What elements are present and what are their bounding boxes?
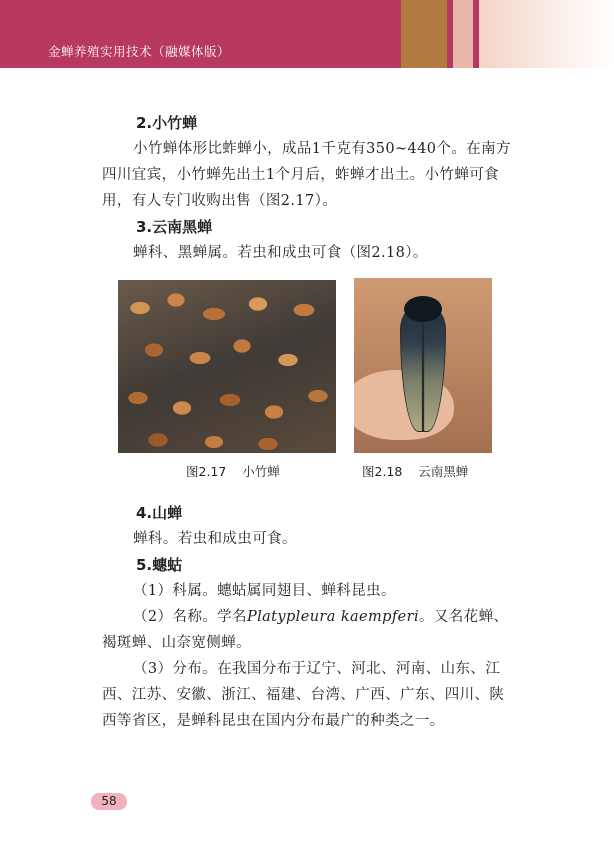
list-item: （1）科属。蟪蛄属同翅目、蝉科昆虫。	[133, 583, 396, 599]
cicada-head-shape	[404, 296, 442, 322]
figure-row	[118, 278, 498, 488]
list-item-text: 。又名花蝉、褐斑蝉、山奈宽侧蝉。	[102, 609, 509, 651]
page-number: 58	[91, 793, 127, 810]
running-header-title: 金蝉养殖实用技术（融媒体版）	[48, 44, 231, 59]
figure-caption: 图2.18 云南黑蝉	[362, 464, 469, 479]
latin-name: Platypleura kaempferi	[246, 609, 419, 625]
text-block-upper	[102, 110, 518, 266]
section-heading: 3.云南黑蝉	[136, 218, 213, 236]
list-item: （3）分布。在我国分布于辽宁、河北、河南、山东、江西、江苏、安徽、浙江、福建、台湾、广西、广东、四川、陕西等省区，是蝉科昆虫在国内分布最广的种类之一。	[102, 661, 505, 729]
list-item-text: （2）名称。学名	[133, 609, 247, 625]
section-heading: 2.小竹蝉	[136, 114, 198, 132]
paragraph: 蝉科、黑蝉属。若虫和成虫可食（图2.18）。	[133, 245, 428, 261]
section-heading: 5.蟪蛄	[136, 556, 183, 574]
text-block-lower	[102, 500, 518, 734]
header-color-block	[453, 0, 473, 68]
photo-yunnan-black-cicada	[354, 278, 492, 453]
paragraph: 蝉科。若虫和成虫可食。	[133, 531, 297, 547]
header-color-block	[401, 0, 447, 68]
list-item	[102, 604, 518, 656]
photo-bamboo-cicada-nymphs	[118, 280, 336, 453]
paragraph: 小竹蝉体形比蚱蝉小，成品1千克有350~440个。在南方四川宜宾，小竹蝉先出土1个月后，蚱蝉才出土。小竹蝉可食用，有人专门收购出售（图2.17）。	[102, 141, 511, 209]
section-heading: 4.山蝉	[136, 504, 183, 522]
figure-caption: 图2.17 小竹蝉	[186, 464, 280, 479]
header-color-gradient	[479, 0, 614, 68]
